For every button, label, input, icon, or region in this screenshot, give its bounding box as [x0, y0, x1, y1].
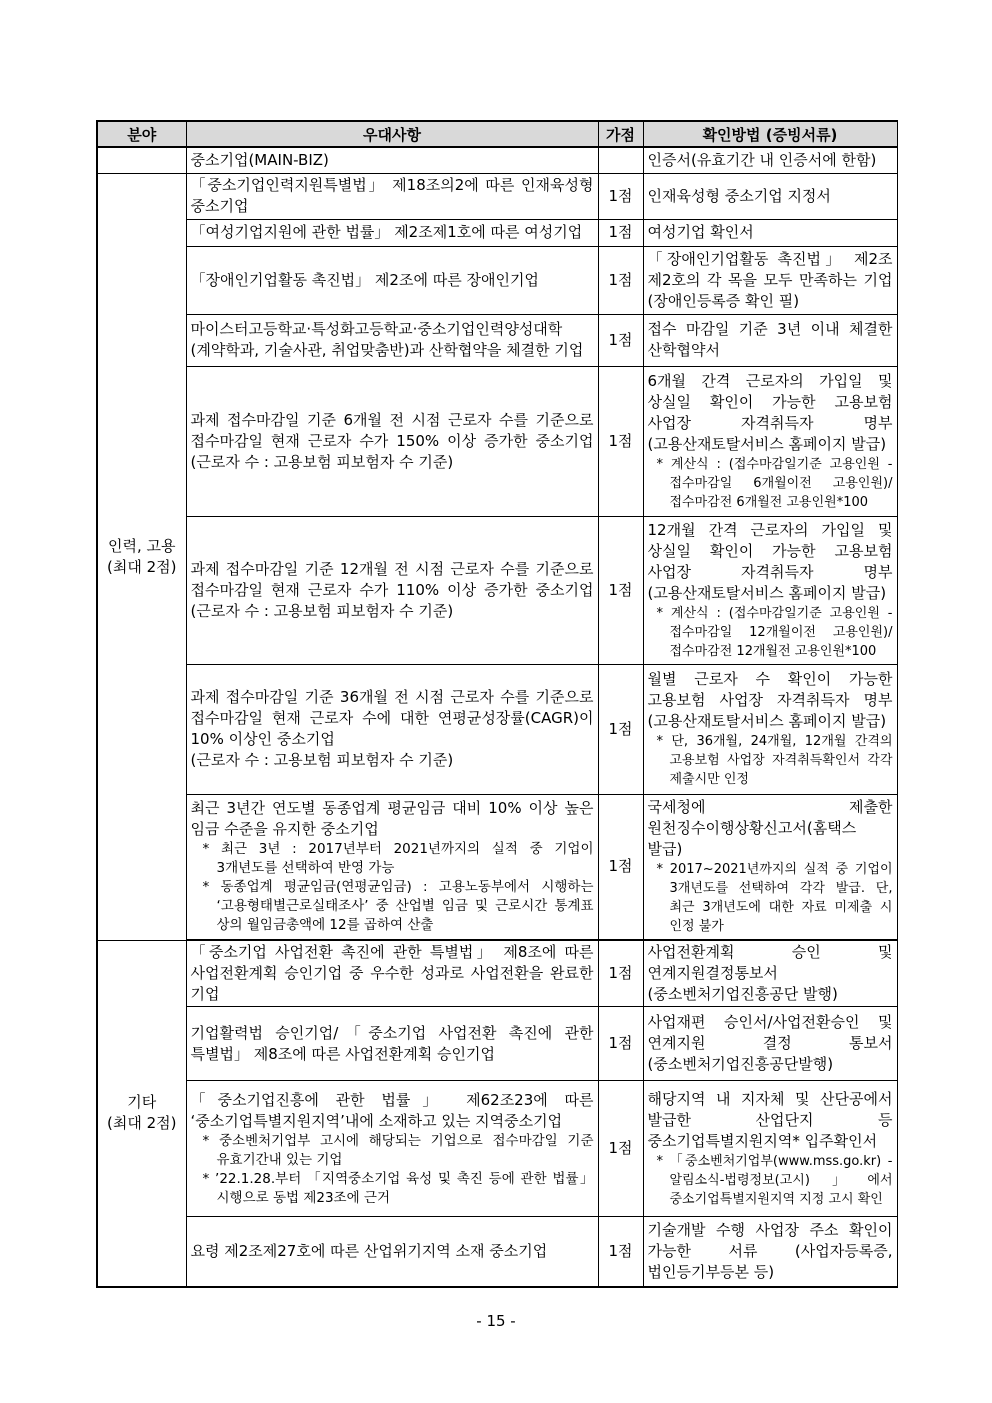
preference-cell: 「중소기업인력지원특별법」 제18조의2에 따른 인재육성형 중소기업 [186, 173, 598, 219]
preference-cell: 마이스터고등학교·특성화고등학교·중소기업인력양성대학 (계약학과, 기술사관, 취업맞춤반)과 산학협약을 체결한 기업 [186, 314, 598, 366]
verification-text: 12개월 간격 근로자의 가입일 및 상실일 확인이 가능한 고용보험 사업장 자격취득자 명부(고용산재토탈서비스 홈페이지 발급) [647, 520, 893, 602]
table-row [97, 1081, 897, 1217]
preference-note: * 중소벤처기업부 고시에 해당되는 기업으로 접수마감일 기준 유효기간내 있는 기업 [202, 1132, 594, 1168]
verification-note: * 2017~2021년까지의 실적 중 기업이 3개년도를 선택하여 각각 발급. 단, 최근 3개년도에 대한 자료 미제출 시 인정 불가 [656, 862, 893, 935]
table-row [97, 219, 897, 246]
points-cell: 1점 [598, 1081, 643, 1217]
verification-text: 6개월 간격 근로자의 가입일 및 상실일 확인이 가능한 고용보험 사업장 자격취득자 명부(고용산재토탈서비스 홈페이지 발급) [647, 371, 893, 453]
verification-note: * 계산식 : (접수마감일기준 고용인원 -접수마감일 6개월이전 고용인원)/ 접수마감전 6개월전 고용인원*100 [656, 456, 893, 510]
header-field: 분야 [97, 121, 186, 147]
preference-cell: 과제 접수마감일 기준 6개월 전 시점 근로자 수를 기준으로 접수마감일 현재 근로자 수가 150% 이상 증가한 중소기업(근로자 수 : 고용보험 피보험자 수 기준) [186, 366, 598, 516]
points-cell: 1점 [598, 314, 643, 366]
table-row [97, 1007, 897, 1081]
preference-note: * 최근 3년 : 2017년부터 2021년까지의 실적 중 기업이 3개년도를 선택하여 반영 가능 [202, 841, 594, 877]
field-cell-empty [97, 147, 186, 173]
verification-cell: 인재육성형 중소기업 지정서 [643, 173, 897, 219]
table-row [97, 664, 897, 794]
verification-note: * 단, 36개월, 24개월, 12개월 간격의 고용보험 사업장 자격취득확인서 각각 제출시만 인정 [656, 734, 893, 787]
verification-cell: 사업재편 승인서/사업전환승인 및 연계지원 결정 통보서 (중소벤처기업진흥공단발행) [643, 1007, 897, 1081]
field-label: 인력, 고용 [108, 536, 176, 555]
preference-text-secondary: (근로자 수 : 고용보험 피보험자 수 기준) [190, 751, 454, 769]
table-row [97, 314, 897, 366]
points-cell: 1점 [598, 664, 643, 794]
table-row [97, 366, 897, 516]
preference-text: 「중소기업진흥에 관한 법률」 제62조23에 따른 ‘중소기업특별지원지역’내에 소재하고 있는 지역중소기업 [190, 1090, 594, 1130]
field-limit: (최대 2점) [107, 1114, 177, 1132]
verification-cell: 인증서(유효기간 내 인증서에 한함) [643, 147, 897, 173]
table-row [97, 1217, 897, 1287]
verification-cell [643, 794, 897, 940]
preference-cell: 「중소기업 사업전환 촉진에 관한 특별법」 제8조에 따른 사업전환계획 승인기업 중 우수한 성과로 사업전환을 완료한 기업 [186, 940, 598, 1007]
preference-cell: 중소기업(MAIN-BIZ) [186, 147, 598, 173]
points-cell-empty [598, 147, 643, 173]
points-cell: 1점 [598, 219, 643, 246]
preference-cell [186, 664, 598, 794]
verification-cell [643, 1081, 897, 1217]
field-limit: (최대 2점) [107, 557, 177, 576]
verification-note: * 「중소벤처기업부(www.mss.go.kr) -알림소식-법령정보(고시)」에서 중소기업특별지원지역 지정 고시 확인 [656, 1153, 893, 1207]
table-row [97, 516, 897, 664]
verification-text: 월별 근로자 수 확인이 가능한 고용보험 사업장 자격취득자 명부(고용산재토탈서비스 홈페이지 발급) [647, 670, 893, 730]
preference-cell [186, 1081, 598, 1217]
table-row [97, 147, 897, 173]
points-cell: 1점 [598, 1007, 643, 1081]
verification-cell: 「장애인기업활동 촉진법」 제2조 제2호의 각 목을 모두 만족하는 기업 (장애인등록증 확인 필) [643, 246, 897, 314]
preference-cell: 기업활력법 승인기업/「중소기업 사업전환 촉진에 관한 특별법」 제8조에 따른 사업전환계획 승인기업 [186, 1007, 598, 1081]
table-row [97, 794, 897, 940]
verification-cell [643, 366, 897, 516]
points-cell: 1점 [598, 516, 643, 664]
verification-text: 해당지역 내 지자체 및 산단공에서 발급한 산업단지 등 중소기업특별지원지역* 입주확인서 [647, 1089, 893, 1150]
preference-note: * 동종업계 평균임금(연평균임금) : 고용노동부에서 시행하는 ‘고용형태별근로실태조사’ 중 산업별 임금 및 근로시간 통계표 상의 월임금총액에 12를 곱하여 산출 [202, 879, 594, 934]
table-row [97, 940, 897, 1007]
points-cell: 1점 [598, 794, 643, 940]
verification-text: 국세청에 제출한 원천징수이행상황신고서(홈택스 발급) [647, 798, 893, 859]
table-row [97, 173, 897, 219]
header-verification: 확인방법 (증빙서류) [643, 121, 897, 147]
header-points: 가점 [598, 121, 643, 147]
preference-cell: 「장애인기업활동 촉진법」 제2조에 따른 장애인기업 [186, 246, 598, 314]
preference-text: 최근 3년간 연도별 동종업계 평균임금 대비 10% 이상 높은 임금 수준을 유지한 중소기업 [190, 799, 594, 839]
verification-cell [643, 516, 897, 664]
preference-cell: 「여성기업지원에 관한 법률」 제2조제1호에 따른 여성기업 [186, 219, 598, 246]
verification-note: * 계산식 : (접수마감일기준 고용인원 -접수마감일 12개월이전 고용인원)/ 접수마감전 12개월전 고용인원*100 [656, 605, 893, 659]
verification-cell: 기술개발 수행 사업장 주소 확인이 가능한 서류 (사업자등록증, 법인등기부등본 등) [643, 1217, 897, 1287]
verification-cell: 여성기업 확인서 [643, 219, 897, 246]
field-label: 기타 [127, 1093, 157, 1111]
table-row [97, 246, 897, 314]
verification-cell [643, 664, 897, 794]
points-cell: 1점 [598, 940, 643, 1007]
preference-note: * ’22.1.28.부터 「지역중소기업 육성 및 촉진 등에 관한 법률」 시행으로 동법 제23조에 근거 [202, 1170, 594, 1206]
points-cell: 1점 [598, 246, 643, 314]
page-number: - 15 - [476, 1312, 516, 1330]
points-cell: 1점 [598, 1217, 643, 1287]
verification-cell: 접수 마감일 기준 3년 이내 체결한 산학협약서 [643, 314, 897, 366]
preference-points-table [96, 120, 898, 1288]
points-cell: 1점 [598, 173, 643, 219]
preference-cell: 과제 접수마감일 기준 12개월 전 시점 근로자 수를 기준으로 접수마감일 현재 근로자 수가 110% 이상 증가한 중소기업(근로자 수 : 고용보험 피보험자 수 기준) [186, 516, 598, 664]
verification-cell: 사업전환계획 승인 및 연계지원결정통보서(중소벤처기업진흥공단 발행) [643, 940, 897, 1007]
header-preference: 우대사항 [186, 121, 598, 147]
field-cell-hr [97, 173, 186, 940]
table-header-row [97, 121, 897, 147]
preference-text: 과제 접수마감일 기준 36개월 전 시점 근로자 수를 기준으로 접수마감일 현재 근로자 수에 대한 연평균성장률(CAGR)이 10% 이상인 중소기업 [190, 688, 594, 748]
preference-cell: 요령 제2조제27호에 따른 산업위기지역 소재 중소기업 [186, 1217, 598, 1287]
field-cell-etc [97, 940, 186, 1287]
preference-cell [186, 794, 598, 940]
points-cell: 1점 [598, 366, 643, 516]
